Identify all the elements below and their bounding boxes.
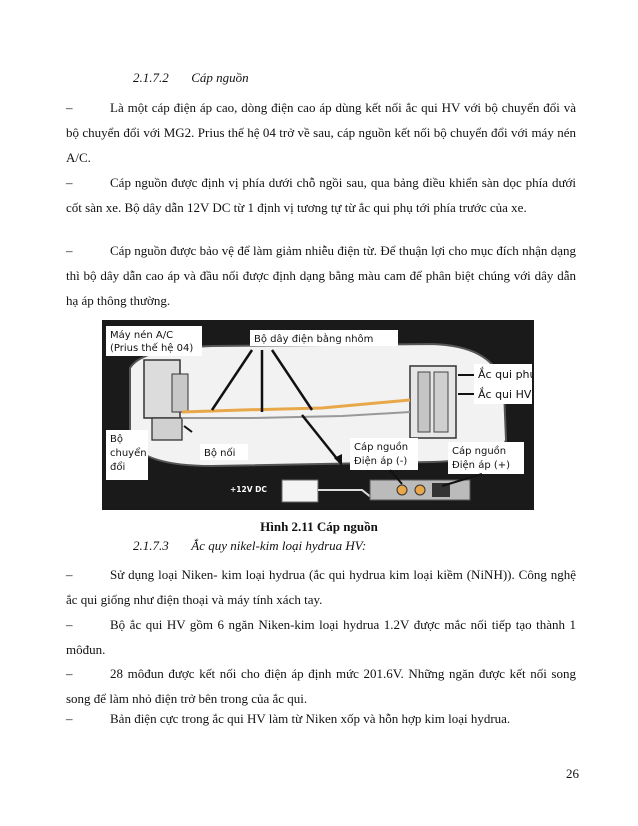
label-hv-battery: Ắc qui HV <box>478 388 532 401</box>
label-aux-battery: Ắc qui phụ <box>478 368 534 381</box>
paragraph-text: Bộ ắc qui HV gồm 6 ngăn Niken-kim loại hydrua 1.2V được mắc nối tiếp tạo thành 1 môđun. <box>66 617 576 657</box>
paragraph-6 <box>66 661 576 711</box>
label-cable-negative-1: Cáp nguồn <box>354 442 409 453</box>
bullet-dash: – <box>66 567 73 582</box>
section-number: 2.1.7.2 <box>133 70 169 85</box>
paragraph-4 <box>66 562 576 612</box>
label-compressor-1: Máy nén A/C <box>110 330 174 341</box>
label-cable-negative-2: Điện áp (-) <box>354 456 408 467</box>
section-title: Ắc quy nikel-kim loại hydrua HV: <box>191 538 367 553</box>
label-converter-3: đổi <box>110 462 126 473</box>
paragraph-text: 28 môđun được kết nối cho điện áp định mức 201.6V. Những ngăn được kết nối song song để làm nhỏ điện trở bên trong của ắc qui. <box>66 666 576 706</box>
section-heading-2-1-7-2 <box>133 70 249 86</box>
paragraph-text: Cáp nguồn được bảo vệ để làm giảm nhiễu điện từ. Để thuận lợi cho mục đích nhận dạng thì bộ dây dẫn cao áp và đầu nối được định dạng bằng màu cam để phân biệt chúng với dây dẫn hạ áp thông thường. <box>66 243 576 308</box>
label-cable-positive-1: Cáp nguồn <box>452 446 507 457</box>
label-cable-positive-2: Điện áp (+) <box>452 460 511 471</box>
converter-shape <box>152 418 182 440</box>
label-converter-1: Bộ <box>110 434 123 445</box>
section-title: Cáp nguồn <box>191 70 249 85</box>
label-compressor-2: (Prius thế hệ 04) <box>110 343 194 354</box>
label-connector: Bộ nối <box>204 448 236 459</box>
paragraph-text: Sử dụng loại Niken- kim loại hydrua (ắc qui hydrua kim loại kiềm (NiNH)). Công nghệ ắc qui giống như điện thoại và máy tính xách tay. <box>66 567 576 607</box>
page-number: 26 <box>566 766 579 781</box>
paragraph-text: Cáp nguồn được định vị phía dưới chỗ ngồi sau, qua bảng điều khiển sàn dọc phía dưới cốt sàn xe. Bộ dây dẫn 12V DC từ 1 định vị tương tự từ ắc qui phụ tới phía trước của xe. <box>66 175 576 215</box>
figure-caption: Hình 2.11 Cáp nguồn <box>260 519 378 534</box>
paragraph-text: Là một cáp điện áp cao, dòng điện cao áp dùng kết nối ắc qui HV với bộ chuyển đổi và bộ chuyển đổi với MG2. Prius thế hệ 04 trở về sau, cáp nguồn kết nối bộ chuyển đổi với máy nén A/C. <box>66 100 576 165</box>
bullet-dash: – <box>66 711 73 726</box>
label-converter-2: chuyển <box>110 448 147 459</box>
paragraph-5 <box>66 612 576 662</box>
hv-battery-shape <box>410 366 456 438</box>
bullet-dash: – <box>66 617 73 632</box>
paragraph-7 <box>66 706 576 731</box>
paragraph-2 <box>66 170 576 220</box>
figure-diagram <box>102 320 534 510</box>
paragraph-1 <box>66 95 576 170</box>
bullet-dash: – <box>66 243 73 258</box>
bullet-dash: – <box>66 666 73 681</box>
section-number: 2.1.7.3 <box>133 538 169 553</box>
power-cable-figure <box>102 320 534 510</box>
paragraph-text: Bản điện cực trong ắc qui HV làm từ Niken xốp và hỗn hợp kim loại hydrua. <box>110 711 511 726</box>
paragraph-3 <box>66 238 576 313</box>
section-heading-2-1-7-3 <box>133 538 366 554</box>
label-aluminum-harness: Bộ dây điện bằng nhôm <box>254 334 374 345</box>
bullet-dash: – <box>66 175 73 190</box>
label-12v-dc: +12V DC <box>230 485 267 494</box>
bullet-dash: – <box>66 100 73 115</box>
